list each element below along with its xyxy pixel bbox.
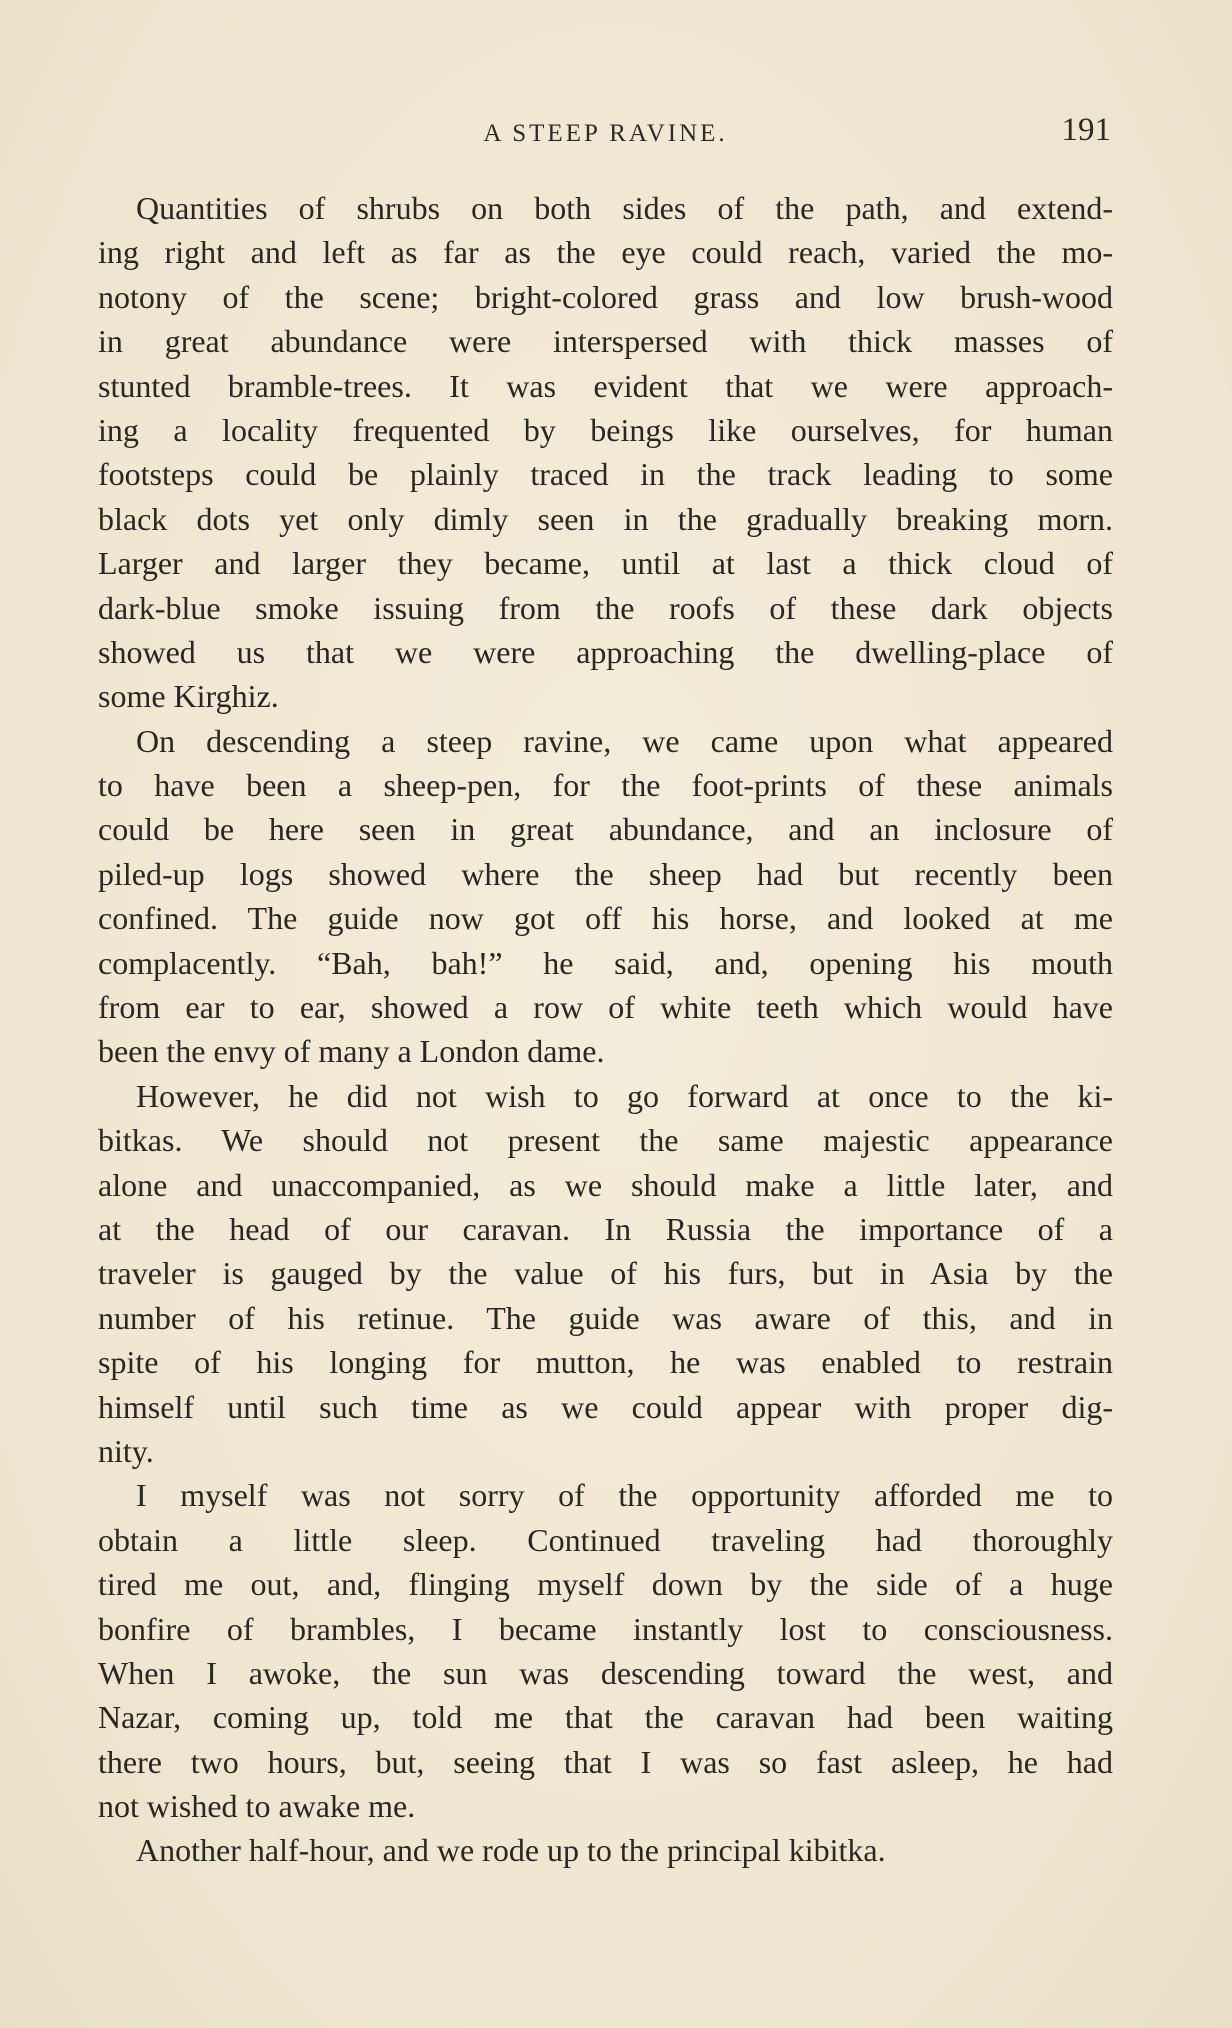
text-line: tired me out, and, flinging myself down by the side of a huge [98,1566,1113,1603]
text-line: notony of the scene; bright-colored grass and low brush-wood [98,278,1113,315]
text-line: at the head of our caravan. In Russia the importance of a [98,1210,1113,1247]
text-line: ing right and left as far as the eye could reach, varied the mo- [98,234,1113,271]
paragraph [98,1074,1113,1474]
text-line: On descending a steep ravine, we came upon what appeared [136,722,1113,759]
text-line: himself until such time as we could appear with proper dig- [98,1388,1113,1425]
text-line: I myself was not sorry of the opportunity afforded me to [136,1477,1113,1514]
text-line: dark-blue smoke issuing from the roofs of these dark objects [98,589,1113,626]
running-head [98,112,1113,162]
text-line: Larger and larger they became, until at last a thick cloud of [98,545,1113,582]
text-line: footsteps could be plainly traced in the track leading to some [98,456,1113,493]
text-line: bonfire of brambles, I became instantly lost to consciousness. [98,1610,1113,1647]
text-line: Another half-hour, and we rode up to the principal kibitka. [136,1832,886,1869]
text-line: However, he did not wish to go forward at once to the ki- [136,1077,1113,1114]
text-line: showed us that we were approaching the dwelling-place of [98,633,1113,670]
running-title: A STEEP RAVINE. [483,120,728,147]
body-text [98,186,1113,1873]
text-line: traveler is gauged by the value of his furs, but in Asia by the [98,1255,1113,1292]
text-line: stunted bramble-trees. It was evident that we were approach- [98,367,1113,404]
text-line: Nazar, coming up, told me that the caravan had been waiting [98,1699,1113,1736]
text-line: bitkas. We should not present the same majestic appearance [98,1122,1113,1159]
text-line: number of his retinue. The guide was aware of this, and in [98,1299,1113,1336]
text-line: there two hours, but, seeing that I was so fast asleep, he had [98,1743,1113,1780]
text-line: complacently. “Bah, bah!” he said, and, opening his mouth [98,944,1113,981]
page-number: 191 [1061,112,1111,148]
text-line: piled-up logs showed where the sheep had but recently been [98,855,1113,892]
text-line: spite of his longing for mutton, he was enabled to restrain [98,1344,1113,1381]
paragraph [98,1473,1113,1828]
text-line: When I awoke, the sun was descending toward the west, and [98,1654,1113,1691]
text-line: been the envy of many a London dame. [98,1033,605,1070]
text-line: could be here seen in great abundance, and an inclosure of [98,811,1113,848]
text-line: in great abundance were interspersed with thick masses of [98,323,1113,360]
text-line: obtain a little sleep. Continued traveling had thoroughly [98,1521,1113,1558]
text-line: some Kirghiz. [98,678,279,715]
text-line: Quantities of shrubs on both sides of the path, and extend- [136,190,1113,226]
text-line: from ear to ear, showed a row of white teeth which would have [98,989,1113,1026]
paragraph [98,719,1113,1074]
text-line: black dots yet only dimly seen in the gradually breaking morn. [98,500,1113,537]
text-line: ing a locality frequented by beings like ourselves, for human [98,411,1113,448]
text-line: to have been a sheep-pen, for the foot-prints of these animals [98,767,1113,804]
paragraph [98,1828,1113,1872]
text-line: alone and unaccompanied, as we should make a little later, and [98,1166,1113,1203]
text-line: nity. [98,1432,154,1469]
paragraph [98,186,1113,719]
text-line: not wished to awake me. [98,1788,416,1825]
text-line: confined. The guide now got off his horse, and looked at me [98,900,1113,937]
